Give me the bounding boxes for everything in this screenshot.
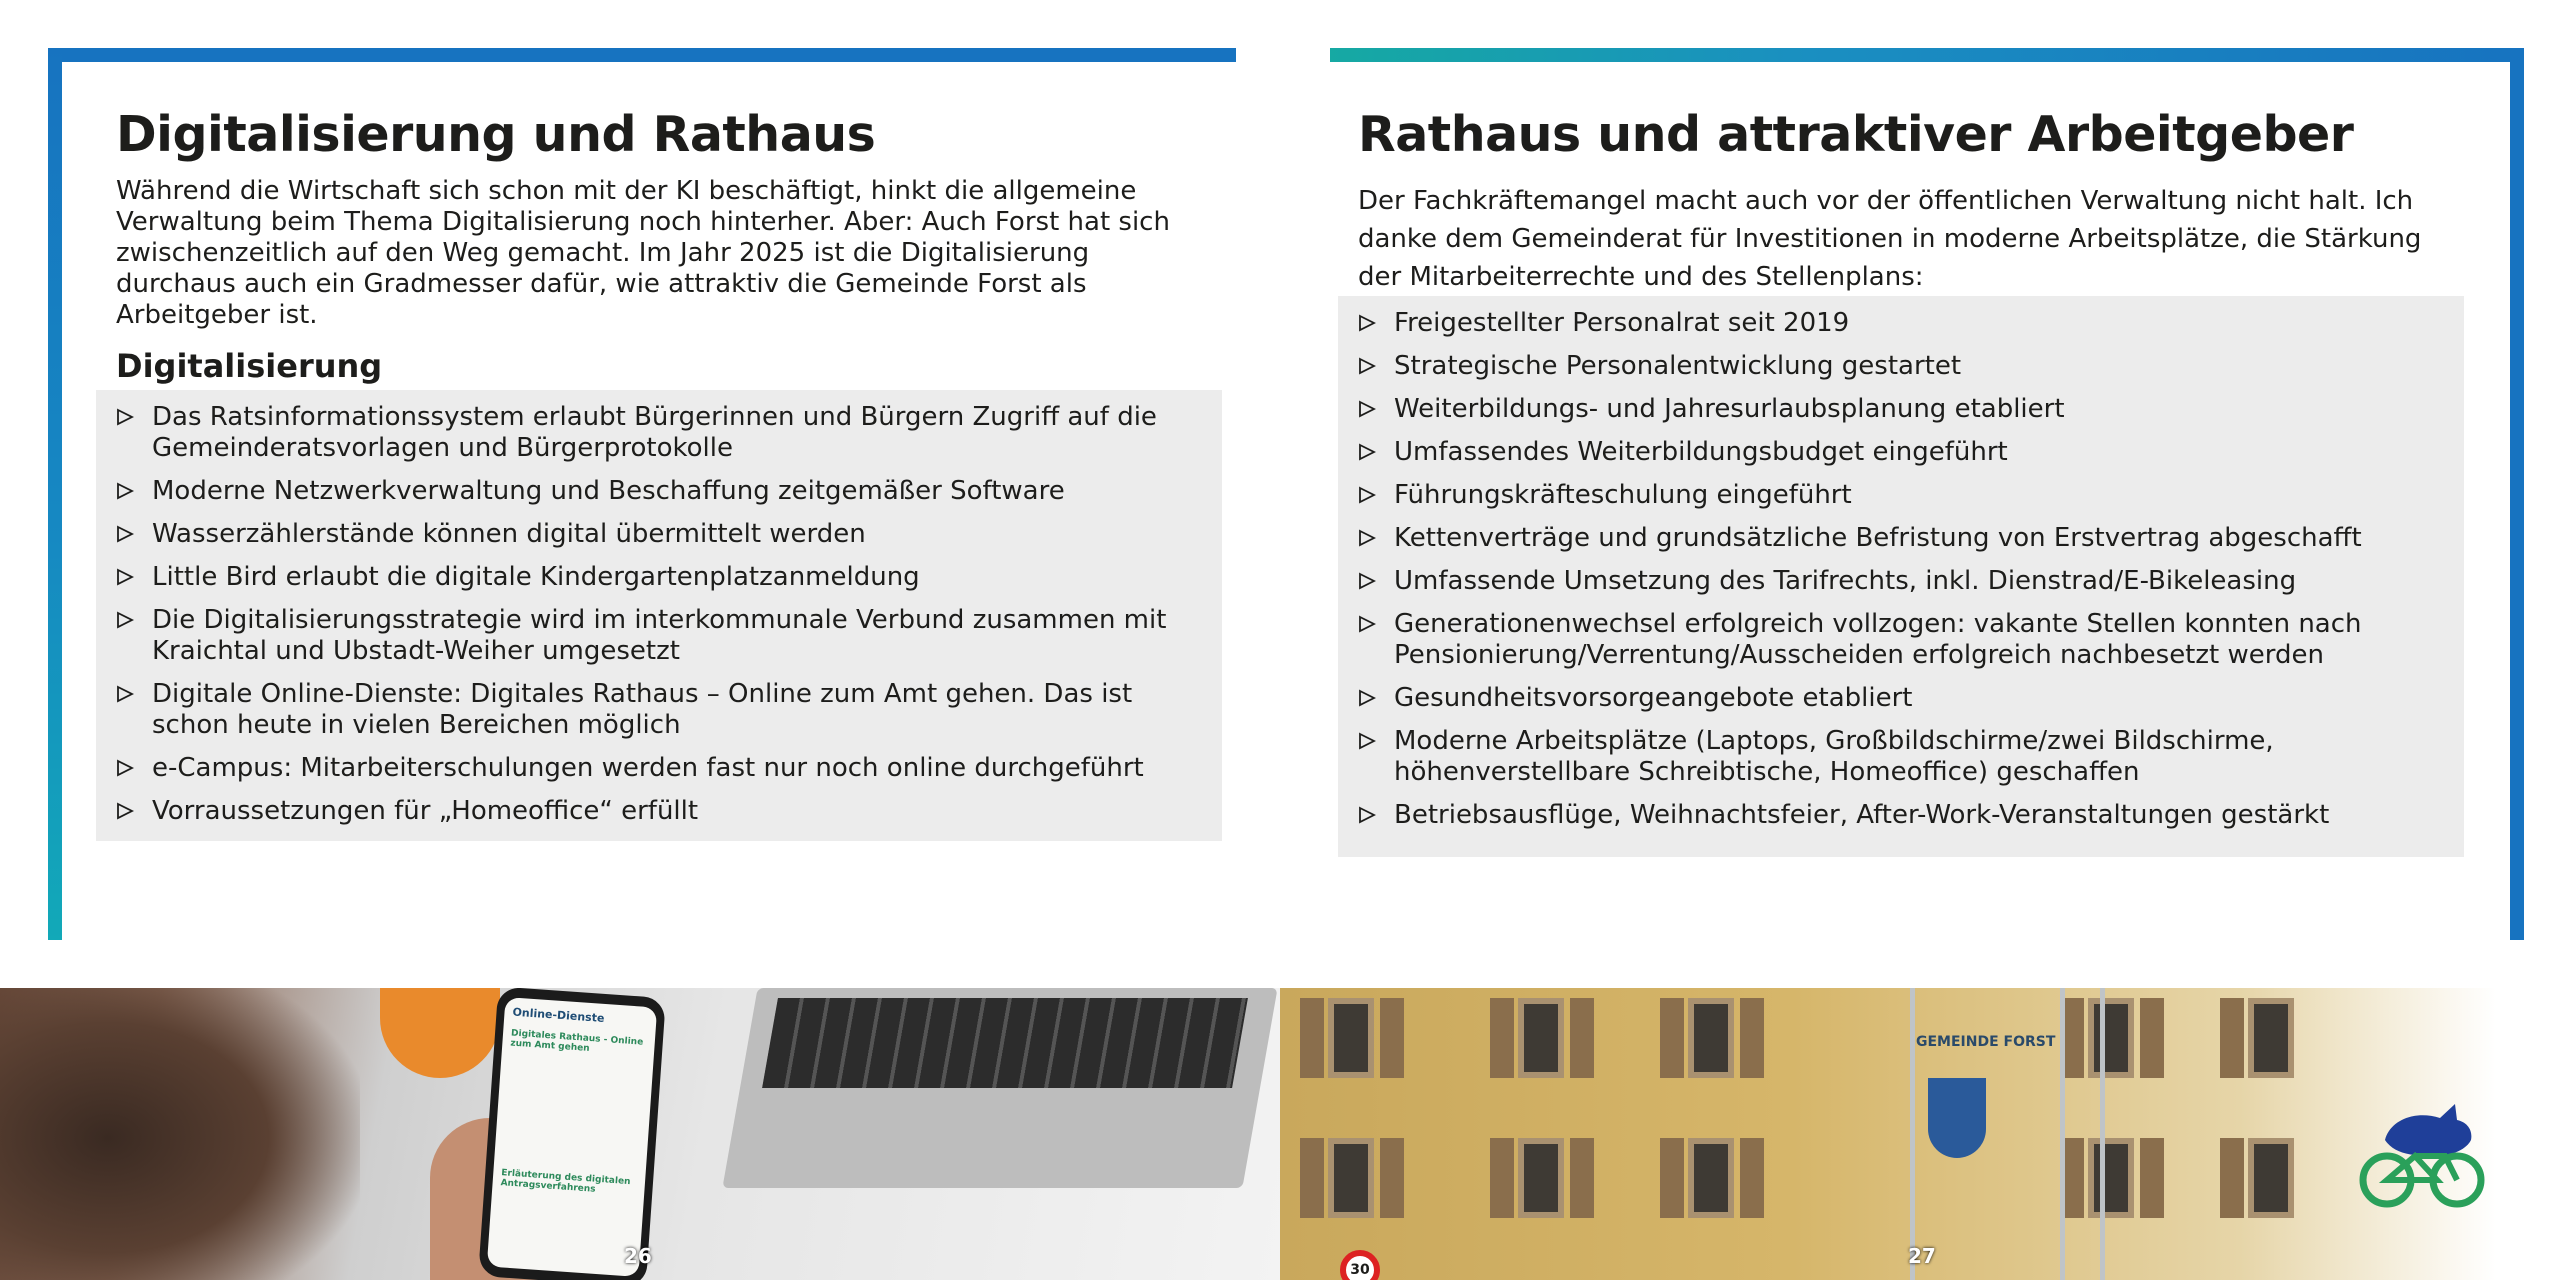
triangle-right-outline-icon (116, 408, 134, 426)
list-item-text: Führungskräfteschulung eingeführt (1394, 480, 1852, 510)
list-item-text: Kettenverträge und grundsätzliche Befristung von Erstvertrag abgeschafft (1394, 523, 2362, 553)
list-item (1338, 308, 2464, 339)
list-item (1338, 726, 2464, 788)
window-row-upper (1300, 998, 2300, 1088)
triangle-right-outline-icon (116, 759, 134, 777)
phone-screen-section: Erläuterung des digitalen Antragsverfahrens (500, 1168, 631, 1195)
smartphone (478, 988, 666, 1280)
list-item (1338, 437, 2464, 468)
triangle-right-outline-icon (1358, 529, 1376, 547)
triangle-right-outline-icon (1358, 314, 1376, 332)
triangle-right-outline-icon (116, 568, 134, 586)
triangle-right-outline-icon (1358, 732, 1376, 750)
list-item (1338, 683, 2464, 714)
frame-side-bar (48, 48, 62, 940)
list-item-text: Little Bird erlaubt die digitale Kindergartenplatzanmeldung (152, 562, 920, 592)
list-item-text: Vorraussetzungen für „Homeoffice“ erfüllt (152, 796, 699, 826)
frame-side-bar (2510, 48, 2524, 940)
list-item-text: Das Ratsinformationssystem erlaubt Bürgerinnen und Bürgern Zugriff auf die Gemeinderatsvorlagen und Bürgerprotokolle (152, 402, 1157, 463)
triangle-right-outline-icon (116, 802, 134, 820)
list-item-text: Moderne Netzwerkverwaltung und Beschaffung zeitgemäßer Software (152, 476, 1065, 506)
list-item-text: Digitale Online-Dienste: Digitales Rathaus – Online zum Amt gehen. Das ist schon heute in vielen Bereichen möglich (152, 679, 1133, 740)
list-item (96, 519, 1222, 550)
bullet-list-box (96, 390, 1222, 841)
orange-fruit (380, 988, 500, 1078)
triangle-right-outline-icon (116, 685, 134, 703)
triangle-right-outline-icon (1358, 689, 1376, 707)
coat-of-arms (1928, 1078, 1986, 1158)
flagpole (1910, 988, 1915, 1280)
bullet-list (1338, 308, 2464, 831)
list-item-text: Freigestellter Personalrat seit 2019 (1394, 308, 1850, 338)
triangle-right-outline-icon (1358, 443, 1376, 461)
triangle-right-outline-icon (116, 525, 134, 543)
list-item-text: Moderne Arbeitsplätze (Laptops, Großbildschirme/zwei Bildschirme, höhenverstellbare Schreibtische, Homeoffice) geschaffen (1394, 726, 2274, 787)
triangle-right-outline-icon (1358, 486, 1376, 504)
flagpole (2100, 988, 2105, 1280)
list-item (96, 562, 1222, 593)
list-item (96, 605, 1222, 667)
section-subtitle: Digitalisierung (116, 347, 383, 385)
list-item (96, 476, 1222, 507)
triangle-right-outline-icon (1358, 400, 1376, 418)
list-item (96, 402, 1222, 464)
phone-screen (487, 997, 657, 1277)
triangle-right-outline-icon (1358, 615, 1376, 633)
list-item-text: Strategische Personalentwicklung gestartet (1394, 351, 1962, 381)
triangle-right-outline-icon (1358, 572, 1376, 590)
list-item-text: Umfassende Umsetzung des Tarifrechts, inkl. Dienstrad/E-Bikeleasing (1394, 566, 2297, 596)
list-item (1338, 351, 2464, 382)
list-item (96, 679, 1222, 741)
list-item (1338, 523, 2464, 554)
person-silhouette (0, 988, 360, 1280)
list-item-text: Generationenwechsel erfolgreich vollzogen: vakante Stellen konnten nach Pensionierung/Verrentung/Ausscheiden erfolgreich nachbesetzt werden (1394, 609, 2362, 670)
triangle-right-outline-icon (1358, 357, 1376, 375)
list-item (1338, 566, 2464, 597)
page-title: Rathaus und attraktiver Arbeitgeber (1358, 106, 2354, 163)
page-number: 26 (624, 1244, 652, 1268)
list-item (96, 753, 1222, 784)
list-item-text: Wasserzählerstände können digital übermittelt werden (152, 519, 866, 549)
list-item-text: Gesundheitsvorsorgeangebote etabliert (1394, 683, 1913, 713)
phone-screen-subtitle: Digitales Rathaus - Online zum Amt gehen (510, 1028, 644, 1055)
building-sign: GEMEINDE FORST (1916, 1034, 2056, 1050)
triangle-right-outline-icon (1358, 806, 1376, 824)
frame-top-bar (48, 48, 1236, 62)
bullet-list-box (1338, 296, 2464, 857)
list-item (96, 796, 1222, 827)
flagpole (2060, 988, 2065, 1280)
list-item (1338, 480, 2464, 511)
list-item-text: Betriebsausflüge, Weihnachtsfeier, After-Work-Veranstaltungen gestärkt (1394, 800, 2330, 830)
intro-paragraph: Der Fachkräftemangel macht auch vor der öffentlichen Verwaltung nicht halt. Ich danke dem Gemeinderat für Investitionen in moderne Arbeitsplätze, die Stärkung der Mitarbeiterrechte und des Stellenplans: (1358, 186, 2422, 292)
phone-screen-title: Online-Dienste (512, 1005, 605, 1025)
list-item-text: Weiterbildungs- und Jahresurlaubsplanung etabliert (1394, 394, 2065, 424)
list-item (1338, 609, 2464, 671)
triangle-right-outline-icon (116, 611, 134, 629)
list-item-text: e-Campus: Mitarbeiterschulungen werden fast nur noch online durchgeführt (152, 753, 1144, 783)
list-item (1338, 394, 2464, 425)
page-title: Digitalisierung und Rathaus (116, 106, 876, 163)
window-row-lower (1300, 1138, 2300, 1228)
page-number: 27 (1908, 1244, 1936, 1268)
rabbit-bicycle-logo (2345, 1100, 2495, 1210)
list-item (1338, 800, 2464, 831)
list-item-text: Die Digitalisierungsstrategie wird im interkommunale Verbund zusammen mit Kraichtal und Ubstadt-Weiher umgesetzt (152, 605, 1167, 666)
laptop-keyboard (762, 998, 1248, 1088)
speed-limit-sign: 30 (1340, 1250, 1380, 1280)
triangle-right-outline-icon (116, 482, 134, 500)
intro-paragraph: Während die Wirtschaft sich schon mit der KI beschäftigt, hinkt die allgemeine Verwaltung beim Thema Digitalisierung noch hinterher. Aber: Auch Forst hat sich zwischenzeitlich auf den Weg gemacht. Im Jahr 2025 ist die Digitalisierung durchaus auch ein Gradmesser dafür, wie attraktiv die Gemeinde Forst als Arbeitgeber ist. (116, 176, 1170, 330)
frame-top-bar (1330, 48, 2524, 62)
photo-phone-laptop (0, 988, 1280, 1280)
bullet-list (96, 402, 1222, 827)
list-item-text: Umfassendes Weiterbildungsbudget eingeführt (1394, 437, 2008, 467)
